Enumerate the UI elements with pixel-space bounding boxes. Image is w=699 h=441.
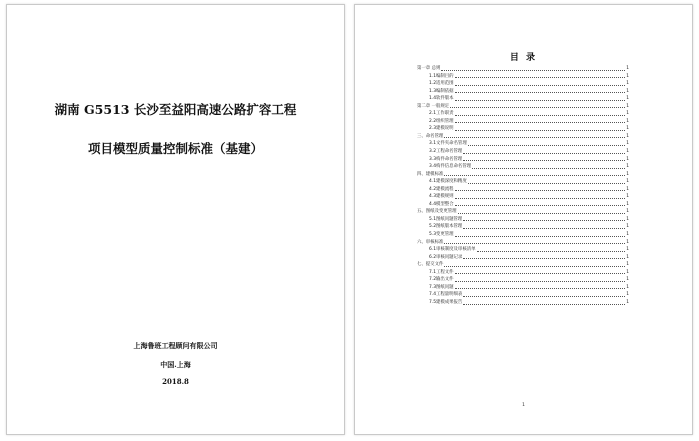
toc-leader-dots — [463, 296, 625, 297]
toc-entry-label: 3.4构件信息命名管理 — [429, 164, 472, 170]
toc-entry-label: 第一章 总则 — [417, 66, 441, 71]
toc-entry-page: 1 — [626, 111, 629, 117]
toc-leader-dots — [455, 198, 626, 199]
toc-entry[interactable] — [417, 95, 629, 103]
toc-entry-label: 七、提交文件 — [417, 262, 444, 268]
toc-entry-label: 3.3构件命名管理 — [429, 156, 463, 162]
toc-entry-label: 3.2工程命名管理 — [429, 149, 463, 155]
toc-entry[interactable] — [417, 133, 629, 141]
toc-leader-dots — [455, 92, 626, 93]
toc-entry-label: 7.5建模成果报告 — [429, 299, 463, 305]
toc-entry[interactable] — [417, 284, 629, 292]
toc-leader-dots — [463, 304, 625, 305]
toc-entry-label: 1.1编制目的 — [429, 73, 454, 79]
toc-entry[interactable] — [417, 231, 629, 239]
toc-entry[interactable] — [417, 80, 629, 88]
toc-entry[interactable] — [417, 269, 629, 277]
toc-entry-label: 2.1工作职责 — [429, 111, 454, 117]
toc-entry[interactable] — [417, 208, 629, 216]
toc-entry[interactable] — [417, 110, 629, 118]
toc-entry-page: 1 — [626, 254, 629, 260]
toc-leader-dots — [455, 122, 626, 123]
toc-leader-dots — [463, 220, 625, 221]
toc-leader-dots — [458, 213, 626, 214]
toc-entry-page: 1 — [626, 73, 629, 79]
toc-entry-page: 1 — [626, 149, 629, 155]
toc-entry[interactable] — [417, 163, 629, 171]
toc-entry-label: 5.1图纸问题管理 — [429, 216, 463, 222]
toc-entry-label: 7.4工程量明细表 — [429, 292, 463, 298]
toc-entry[interactable] — [417, 261, 629, 269]
toc-entry-label: 4.1建模深度和精度 — [429, 179, 467, 185]
toc-entry-label: 5.2图纸版本管理 — [429, 224, 463, 230]
toc-leader-dots — [477, 251, 626, 252]
toc-entry-label: 1.2适用范围 — [429, 81, 454, 87]
toc-entry[interactable] — [417, 223, 629, 231]
toc-leader-dots — [455, 130, 626, 131]
toc-leader-dots — [441, 70, 625, 71]
toc-entry[interactable] — [417, 193, 629, 201]
toc-leader-dots — [444, 266, 625, 267]
toc-entry-page: 1 — [626, 239, 629, 245]
toc-entry-page: 1 — [626, 156, 629, 162]
toc-entry-page: 1 — [626, 96, 629, 102]
toc-entry[interactable] — [417, 186, 629, 194]
toc-entry-page: 1 — [626, 66, 629, 71]
toc-entry-label: 第二章 一般规定 — [417, 103, 450, 109]
toc-entry[interactable] — [417, 299, 629, 307]
toc-leader-dots — [472, 168, 625, 169]
toc-entry-label: 五、图纸及变更管理 — [417, 209, 457, 215]
toc-entry-page: 1 — [626, 171, 629, 177]
toc-entry[interactable] — [417, 254, 629, 262]
toc-leader-dots — [463, 153, 625, 154]
toc-entry-page: 1 — [626, 194, 629, 200]
toc-leader-dots — [455, 85, 626, 86]
toc-leader-dots — [444, 175, 625, 176]
cover-subtitle: 项目模型质量控制标准（基建） — [87, 141, 263, 156]
toc-leader-dots — [455, 190, 626, 191]
toc-entry-label: 3.1文件夹命名管理 — [429, 141, 467, 147]
toc-entry[interactable] — [417, 276, 629, 284]
toc-entry-label: 4.4模型整合 — [429, 201, 454, 207]
toc-leader-dots — [450, 107, 625, 108]
toc-entry-page: 1 — [626, 299, 629, 305]
toc-leader-dots — [455, 205, 626, 206]
toc-leader-dots — [455, 100, 626, 101]
toc-entry-page: 1 — [626, 201, 629, 207]
toc-leader-dots — [455, 288, 626, 289]
toc-entry-page: 1 — [626, 277, 629, 283]
toc-leader-dots — [455, 115, 626, 116]
toc-entry-page: 1 — [626, 186, 629, 192]
toc-entry[interactable] — [417, 65, 629, 73]
toc-entry-label: 4.2建模流程 — [429, 186, 454, 192]
toc-entry-page: 1 — [626, 141, 629, 147]
cover-company: 上海鲁班工程顾问有限公司 — [133, 341, 218, 350]
toc-entry-label: 三、命名管理 — [417, 133, 444, 139]
toc-entry[interactable] — [417, 216, 629, 224]
toc-entry[interactable] — [417, 88, 629, 96]
toc-leader-dots — [444, 243, 625, 244]
toc-entry-label: 4.3建模规则 — [429, 194, 454, 200]
toc-entry[interactable] — [417, 156, 629, 164]
page-number: 1 — [522, 403, 525, 408]
toc-entry-label: 2.3建模说明 — [429, 126, 454, 132]
toc-entry-page: 1 — [626, 232, 629, 238]
toc-entry-page: 1 — [626, 224, 629, 230]
toc-entry-page: 1 — [626, 262, 629, 268]
toc-entry-page: 1 — [626, 216, 629, 222]
toc-entry[interactable] — [417, 178, 629, 186]
toc-entry-page: 1 — [626, 126, 629, 132]
toc-leader-dots — [455, 77, 626, 78]
toc-entry-page: 1 — [626, 269, 629, 275]
toc-entry-label: 四、建模标准 — [417, 171, 444, 177]
toc-entry-page: 1 — [626, 179, 629, 185]
toc-entry-page: 1 — [626, 118, 629, 124]
toc-entry[interactable] — [417, 140, 629, 148]
toc-entry[interactable] — [417, 201, 629, 209]
cover-date: 2018.8 — [162, 377, 189, 386]
toc-entry-label: 7.1工程文件 — [429, 269, 454, 275]
toc-entry[interactable] — [417, 291, 629, 299]
toc-leader-dots — [444, 137, 625, 138]
toc-leader-dots — [463, 228, 625, 229]
toc-entry-page: 1 — [626, 88, 629, 94]
toc-entry[interactable] — [417, 73, 629, 81]
toc-entry-page: 1 — [626, 209, 629, 215]
toc-entry[interactable] — [417, 125, 629, 133]
toc-entry[interactable] — [417, 171, 629, 179]
toc-entry-label: 7.3图纸问题 — [429, 284, 454, 290]
toc-entry-label: 1.4软件版本 — [429, 96, 454, 102]
toc-entry-page: 1 — [626, 133, 629, 139]
toc-list — [417, 65, 629, 307]
toc-leader-dots — [463, 160, 625, 161]
toc-entry-page: 1 — [626, 284, 629, 290]
toc-entry-page: 1 — [626, 81, 629, 87]
toc-entry[interactable] — [417, 239, 629, 247]
toc-leader-dots — [463, 258, 625, 259]
toc-entry[interactable] — [417, 118, 629, 126]
toc-entry-label: 六、审核标准 — [417, 239, 444, 245]
toc-entry-page: 1 — [626, 292, 629, 298]
toc-page — [354, 4, 693, 435]
toc-entry-label: 1.3编制依据 — [429, 88, 454, 94]
toc-leader-dots — [468, 145, 625, 146]
toc-heading: 目 录 — [509, 53, 538, 63]
toc-entry-label: 7.2输出文件 — [429, 277, 454, 283]
toc-leader-dots — [468, 183, 625, 184]
toc-leader-dots — [455, 281, 626, 282]
toc-leader-dots — [455, 273, 626, 274]
toc-entry-label: 6.1审核制度及审核清单 — [429, 247, 476, 253]
toc-leader-dots — [455, 236, 626, 237]
toc-entry[interactable] — [417, 148, 629, 156]
toc-entry-label: 6.2审核问题记录 — [429, 254, 463, 260]
toc-entry[interactable] — [417, 246, 629, 254]
toc-entry[interactable] — [417, 103, 629, 111]
toc-entry-page: 1 — [626, 247, 629, 253]
toc-entry-label: 5.3变更管理 — [429, 232, 454, 238]
cover-page — [6, 4, 345, 435]
toc-entry-page: 1 — [626, 103, 629, 109]
toc-entry-label: 2.2组织管理 — [429, 118, 454, 124]
cover-title: 湖南 G5513 长沙至益阳高速公路扩容工程 — [54, 102, 297, 117]
toc-entry-page: 1 — [626, 164, 629, 170]
cover-location: 中国.上海 — [160, 360, 191, 369]
